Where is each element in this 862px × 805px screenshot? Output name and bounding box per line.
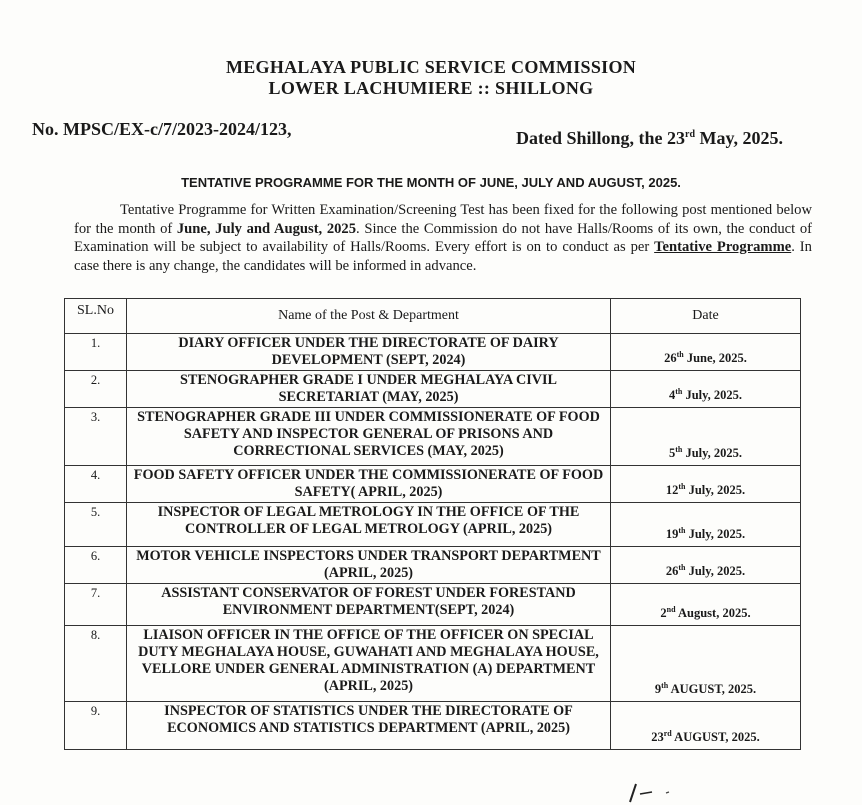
table-row (65, 466, 801, 503)
table-row (65, 334, 801, 371)
row-post-name: DIARY OFFICER UNDER THE DIRECTORATE OF DAIRY DEVELOPMENT (SEPT, 2024) (127, 334, 611, 371)
row-date: 2nd August, 2025. (611, 584, 801, 626)
schedule-table (64, 298, 801, 750)
table-row (65, 371, 801, 408)
row-date: 4th July, 2025. (611, 371, 801, 408)
table-row (65, 584, 801, 626)
signature-mark (622, 772, 682, 804)
row-sl-no: 9. (65, 702, 127, 750)
org-name: MEGHALAYA PUBLIC SERVICE COMMISSION (225, 57, 637, 77)
row-sl-no: 8. (65, 626, 127, 702)
header-sl-no: SL.No (65, 299, 127, 334)
programme-title: TENTATIVE PROGRAMME FOR THE MONTH OF JUNE, JULY AND AUGUST, 2025. (181, 175, 681, 190)
row-date: 23rd AUGUST, 2025. (611, 702, 801, 750)
row-post-name: STENOGRAPHER GRADE III UNDER COMMISSIONERATE OF FOOD SAFETY AND INSPECTOR GENERAL OF PRISONS AND CORRECTIONAL SERVICES (MAY, 2025) (127, 408, 611, 466)
reference-number: No. MPSC/EX-c/7/2023-2024/123, (32, 119, 292, 139)
row-post-name: MOTOR VEHICLE INSPECTORS UNDER TRANSPORT DEPARTMENT (APRIL, 2025) (127, 547, 611, 584)
row-sl-no: 7. (65, 584, 127, 626)
notice-paragraph: Tentative Programme for Written Examination/Screening Test has been fixed for the following post mentioned below for the month of June, July and August, 2025. Since the Commission do not have Halls/Rooms of its own, the conduct of Examination will be subject to availability of Halls/Rooms. Every effort is on to conduct as per Tentative Programme. In case there is any change, the candidates will be informed in advance. (74, 202, 812, 274)
row-date: 9th AUGUST, 2025. (611, 626, 801, 702)
row-date: 26th June, 2025. (611, 334, 801, 371)
row-sl-no: 2. (65, 371, 127, 408)
row-post-name: FOOD SAFETY OFFICER UNDER THE COMMISSIONERATE OF FOOD SAFETY( APRIL, 2025) (127, 466, 611, 503)
row-date: 5th July, 2025. (611, 408, 801, 466)
table-row (65, 626, 801, 702)
row-sl-no: 4. (65, 466, 127, 503)
row-post-name: INSPECTOR OF STATISTICS UNDER THE DIRECTORATE OF ECONOMICS AND STATISTICS DEPARTMENT (APRIL, 2025) (127, 702, 611, 750)
row-post-name: STENOGRAPHER GRADE I UNDER MEGHALAYA CIVIL SECRETARIAT (MAY, 2025) (127, 371, 611, 408)
table-row (65, 547, 801, 584)
row-post-name: ASSISTANT CONSERVATOR OF FOREST UNDER FORESTAND ENVIRONMENT DEPARTMENT(SEPT, 2024) (127, 584, 611, 626)
table-row (65, 702, 801, 750)
row-date: 19th July, 2025. (611, 503, 801, 547)
row-date: 12th July, 2025. (611, 466, 801, 503)
header-post: Name of the Post & Department (127, 299, 611, 334)
row-sl-no: 1. (65, 334, 127, 371)
org-address: LOWER LACHUMIERE :: SHILLONG (268, 78, 594, 98)
row-date: 26th July, 2025. (611, 547, 801, 584)
dated-line: Dated Shillong, the 23rd May, 2025. (516, 128, 784, 148)
row-sl-no: 3. (65, 408, 127, 466)
row-sl-no: 6. (65, 547, 127, 584)
row-post-name: INSPECTOR OF LEGAL METROLOGY IN THE OFFICE OF THE CONTROLLER OF LEGAL METROLOGY (APRIL, 2025) (127, 503, 611, 547)
table-header-row (65, 299, 801, 334)
row-post-name: LIAISON OFFICER IN THE OFFICE OF THE OFFICER ON SPECIAL DUTY MEGHALAYA HOUSE, GUWAHATI AND MEGHALAYA HOUSE, VELLORE UNDER GENERAL ADMINISTRATION (A) DEPARTMENT (APRIL, 2025) (127, 626, 611, 702)
table-row (65, 408, 801, 466)
row-sl-no: 5. (65, 503, 127, 547)
header-date: Date (611, 299, 801, 334)
table-row (65, 503, 801, 547)
